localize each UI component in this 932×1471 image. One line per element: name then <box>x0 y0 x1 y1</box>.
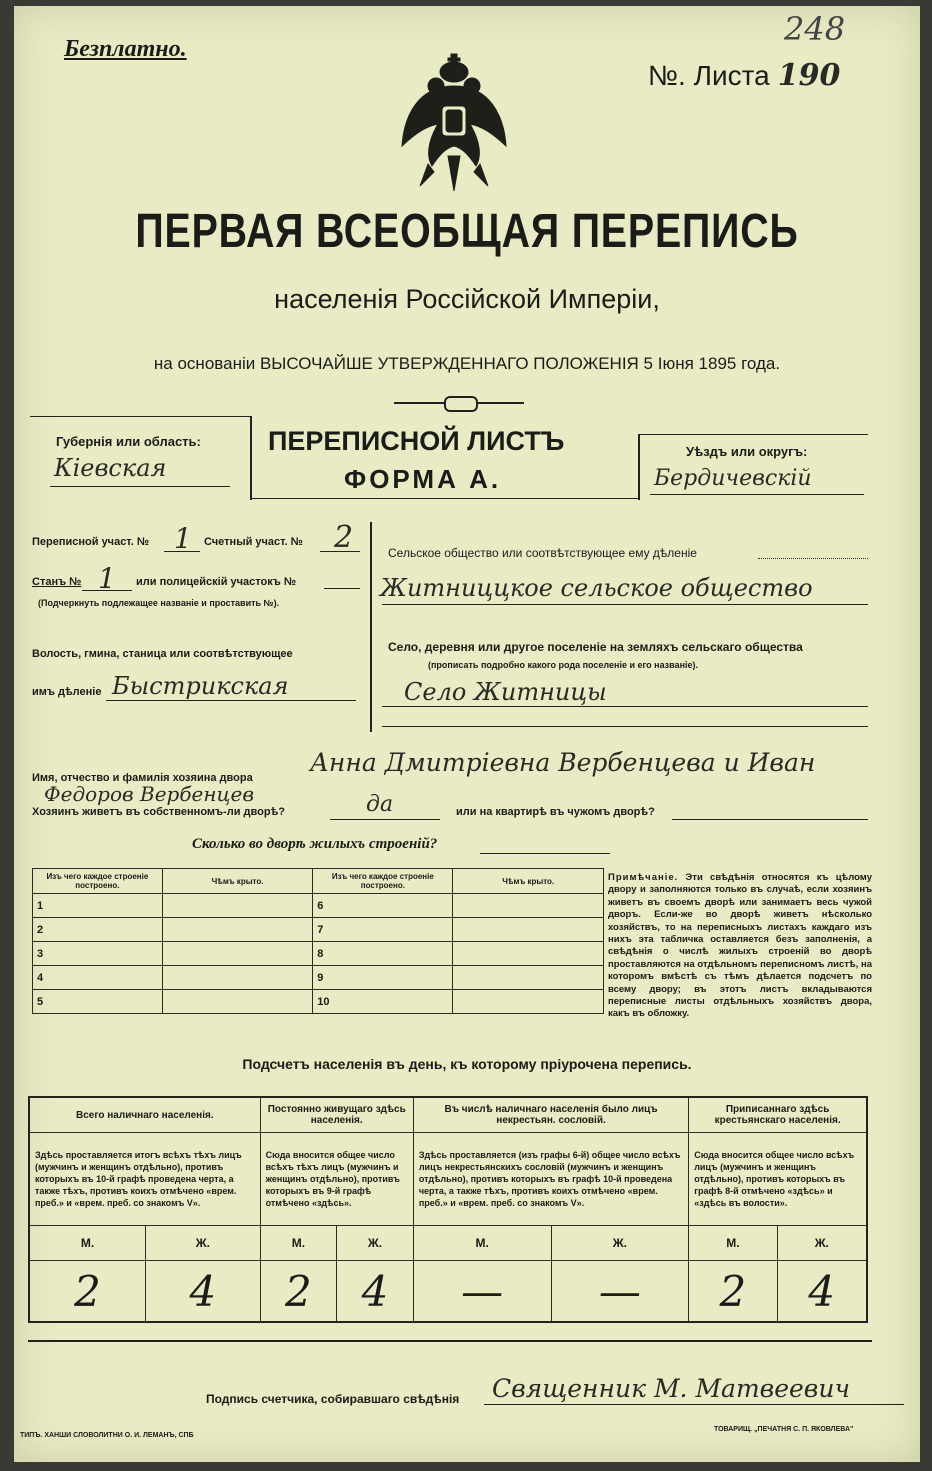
signature-label: Подпись счетчика, собиравшаго свѣдѣнія <box>206 1392 460 1406</box>
count-section-label: Счетный участ. № <box>204 536 303 548</box>
free-label: Безплатно. <box>64 36 187 62</box>
buildings-question: Сколько во дворѣ жилыхъ строеній? <box>192 836 438 852</box>
society-label: Сельское общество или соотвѣтствующее ему дѣленіе <box>388 546 697 560</box>
male-count: — <box>413 1261 551 1323</box>
note-text: Эти свѣдѣнія относятся къ цѣлому двору и заполняются только въ случаѣ, если хозяинъ живетъ въ своемъ дворѣ или занимаетъ весь чужой дворъ. Если-же во дворѣ живетъ нѣсколько хозяйствъ, то на переписныхъ листахъ каждаго изъ нихъ эта табличка оставляется безъ заполненія, а свѣдѣнія о числѣ жилыхъ строеній во дворѣ проставляются на отдѣльномъ переписномъ листѣ, на которомъ вмѣстѣ съ тѣмъ дѣлается подсчетъ по всему двору; въ этотъ листъ вкладываются переписные листы отдѣльныхъ хозяйствъ двора, какъ въ обложку. <box>608 872 872 1020</box>
ornament-divider <box>394 396 524 410</box>
building-number-left: 4 <box>33 966 163 990</box>
building-number-left: 5 <box>33 990 163 1014</box>
gubernia-label: Губернія или область: <box>56 434 201 449</box>
police-label: или полицейскій участокъ № <box>136 576 297 588</box>
gubernia-value: Кіевская <box>54 454 167 482</box>
uezd-value: Бердичевскій <box>654 466 812 491</box>
note-title: Примѣчаніе. <box>608 872 679 883</box>
lives-own-label: Хозяинъ живетъ въ собственномъ-ли дворѣ? <box>32 806 286 818</box>
owner-value-2: Федоров Вербенцев <box>44 782 254 806</box>
imperial-eagle-emblem <box>398 46 510 196</box>
building-number-right: 6 <box>313 894 453 918</box>
building-roof-left <box>162 966 313 990</box>
census-sheet <box>14 6 920 1462</box>
building-row <box>33 894 604 918</box>
corner-number-value: 248 <box>784 10 846 48</box>
village-note: (прописать подробно какого рода поселеніе и его названіе). <box>428 660 699 670</box>
building-number-right: 10 <box>313 990 453 1014</box>
col-roof-right: Чѣмъ крыто. <box>453 869 604 894</box>
male-label: М. <box>413 1226 551 1261</box>
building-roof-right <box>453 990 604 1014</box>
female-count: — <box>551 1261 689 1323</box>
census-section-label: Переписной участ. № <box>32 536 150 548</box>
printer-right: ТОВАРИЩ. „ПЕЧАТНЯ С. П. ЯКОВЛЕВА" <box>714 1426 854 1433</box>
population-col-desc: Здѣсь проставляется (изъ графы 6-й) общее число всѣхъ лицъ некрестьянскихъ сословій (мужчинъ и женщинъ отдѣльно), противъ которыхъ въ графѣ 10-й проведена черта, а также тѣхъ, противъ коихъ отмѣчено «врем. преб.» и «врем. преб. со знакомъ V». <box>413 1133 688 1226</box>
building-roof-left <box>162 918 313 942</box>
female-count: 4 <box>337 1261 414 1323</box>
building-row <box>33 918 604 942</box>
volost-label: Волость, гмина, станица или соотвѣтствующее <box>32 648 293 660</box>
stan-value: 1 <box>98 562 116 595</box>
count-section-value: 2 <box>334 520 354 555</box>
building-number-left: 2 <box>33 918 163 942</box>
signature-value: Священник М. Матвеевич <box>492 1374 851 1403</box>
form-name: ФОРМА А. <box>344 464 502 494</box>
female-label: Ж. <box>551 1226 689 1261</box>
building-roof-left <box>162 942 313 966</box>
population-col-title: Всего наличнаго населенія. <box>29 1097 260 1133</box>
population-col-title: Приписаннаго здѣсь крестьянскаго населенія. <box>689 1097 867 1133</box>
female-label: Ж. <box>146 1226 261 1261</box>
column-divider <box>370 522 372 732</box>
building-row <box>33 966 604 990</box>
col-material-left: Изъ чего каждое строеніе построено. <box>33 869 163 894</box>
female-label: Ж. <box>337 1226 414 1261</box>
male-count: 2 <box>689 1261 777 1323</box>
male-label: М. <box>260 1226 337 1261</box>
male-count: 2 <box>29 1261 146 1323</box>
population-table <box>28 1096 868 1323</box>
main-title: ПЕРВАЯ ВСЕОБЩАЯ ПЕРЕПИСЬ <box>135 205 799 258</box>
col-material-right: Изъ чего каждое строеніе построено. <box>313 869 453 894</box>
lives-rent-label: или на квартирѣ въ чужомъ дворѣ? <box>456 806 655 818</box>
building-number-left: 3 <box>33 942 163 966</box>
sheet-number <box>648 58 840 93</box>
village-label: Село, деревня или другое поселеніе на земляхъ сельскаго общества <box>388 640 803 654</box>
corner-number <box>784 10 845 48</box>
subtitle: населенія Россійской Имперіи, <box>274 284 660 314</box>
col-roof-left: Чѣмъ крыто. <box>162 869 313 894</box>
owner-value: Анна Дмитріевна Вербенцева и Иван <box>310 748 816 777</box>
building-number-right: 7 <box>313 918 453 942</box>
basis-line: на основаніи ВЫСОЧАЙШЕ УТВЕРЖДЕННАГО ПОЛОЖЕНІЯ 5 Іюня 1895 года. <box>153 354 781 373</box>
owner-label: Имя, отчество и фамилія хозяина двора <box>32 772 253 784</box>
male-count: 2 <box>260 1261 337 1323</box>
building-roof-left <box>162 894 313 918</box>
female-label: Ж. <box>777 1226 867 1261</box>
building-number-left: 1 <box>33 894 163 918</box>
population-heading: Подсчетъ населенія въ день, къ которому пріурочена перепись. <box>242 1056 692 1072</box>
stan-label: Станъ № <box>32 576 82 588</box>
building-roof-right <box>453 918 604 942</box>
population-col-desc: Сюда вносится общее число всѣхъ лицъ (мужчинъ и женщинъ отдѣльно), противъ которыхъ въ графѣ 8-й отмѣчено «здѣсь» и «здѣсь въ волости». <box>689 1133 867 1226</box>
population-col-title: Въ числѣ наличнаго населенія было лицъ некрестьян. сословій. <box>413 1097 688 1133</box>
printer-left: ТИПЪ. ХАНШИ СЛОВОЛИТНИ О. И. ЛЕМАНЪ, СПБ <box>20 1432 194 1439</box>
building-roof-left <box>162 990 313 1014</box>
society-value: Житниццкое сельское общество <box>380 574 813 602</box>
underline-note: (Подчеркнуть подлежащее названіе и проставить №). <box>38 598 280 608</box>
sheet-number-value: 190 <box>777 58 841 93</box>
female-count: 4 <box>777 1261 867 1323</box>
building-roof-right <box>453 942 604 966</box>
population-col-title: Постоянно живущаго здѣсь населенія. <box>260 1097 413 1133</box>
census-section-value: 1 <box>174 522 192 555</box>
form-title: ПЕРЕПИСНОЙ ЛИСТЪ <box>268 426 565 456</box>
sheet-number-label: №. Листа <box>648 60 770 91</box>
volost-value: Быстрикская <box>112 672 289 700</box>
building-number-right: 9 <box>313 966 453 990</box>
building-roof-right <box>453 894 604 918</box>
buildings-table <box>32 868 604 1014</box>
building-roof-right <box>453 966 604 990</box>
population-col-desc: Сюда вносится общее число всѣхъ тѣхъ лицъ (мужчинъ и женщинъ отдѣльно), противъ которыхъ въ 9-й графѣ отмѣчено «здѣсь». <box>260 1133 413 1226</box>
male-label: М. <box>689 1226 777 1261</box>
volost-label-2: имъ дѣленіе <box>32 686 102 698</box>
building-row <box>33 990 604 1014</box>
building-number-right: 8 <box>313 942 453 966</box>
building-row <box>33 942 604 966</box>
population-col-desc: Здѣсь проставляется итогъ всѣхъ тѣхъ лицъ (мужчинъ и женщинъ отдѣльно), противъ которыхъ въ 10-й графѣ проведена черта, а также тѣхъ, противъ коихъ отмѣчено «врем. преб.» и «врем. преб. со знакомъ V». <box>29 1133 260 1226</box>
uezd-label: Уѣздъ или округъ: <box>686 444 808 459</box>
male-label: М. <box>29 1226 146 1261</box>
female-count: 4 <box>146 1261 261 1323</box>
note-block <box>608 872 872 1021</box>
lives-own-value: да <box>366 792 394 817</box>
village-value: Село Житницы <box>404 678 607 706</box>
